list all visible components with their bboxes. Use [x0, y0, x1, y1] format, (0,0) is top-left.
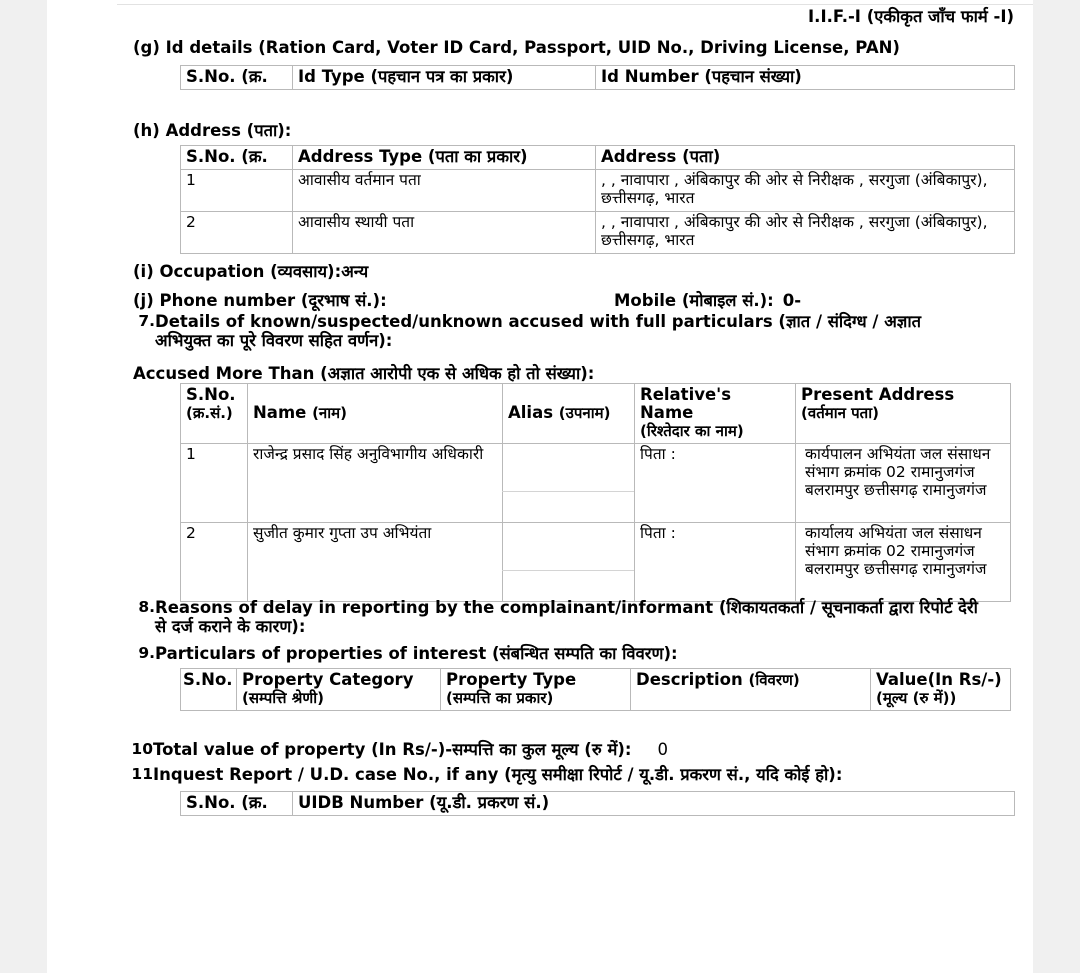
- document-title: I.I.F.-I (एकीकृत जाँच फार्म -I): [808, 7, 1014, 26]
- item-9-number: 9.: [138, 644, 155, 662]
- property-col-value-hi: (मूल्य (रु में)): [876, 689, 957, 708]
- table-row: [181, 523, 1011, 602]
- accused-table: [180, 383, 1011, 602]
- property-col-value-en: Value(In Rs/-): [876, 670, 1002, 689]
- item-8-heading: Reasons of delay in reporting by the complainant/informant (शिकायतकर्ता / सूचनाकर्ता द्वारा रिपोर्ट देरी से दर्ज कराने के कारण):: [155, 598, 978, 637]
- mobile-label: Mobile (मोबाइल सं.):: [614, 291, 774, 310]
- address-table: [180, 145, 1015, 254]
- item-10: [131, 740, 1011, 759]
- item-10-number: 10: [131, 740, 153, 758]
- table-header-row: [181, 669, 1011, 711]
- accused-col-sno-hi: (क्र.सं.): [186, 404, 233, 423]
- accused-col-address-en: Present Address: [801, 385, 955, 404]
- property-col-description-hi: (विवरण): [748, 671, 800, 689]
- item-10-label: Total value of property (In Rs/-)-सम्पत्ति का कुल मूल्य (रु में):: [153, 740, 632, 759]
- item-7-heading: Details of known/suspected/unknown accused with full particulars (ज्ञात / संदिग्ध / अज्ञात अभियुक्त का पूरे विवरण सहित वर्णन):: [155, 312, 922, 351]
- accused-col-alias-hi: (उपनाम): [558, 404, 611, 423]
- accused-col-name-en: Name: [253, 403, 307, 423]
- property-col-sno: [181, 669, 237, 711]
- accused-row-name: राजेन्द्र प्रसाद सिंह अनुविभागीय अधिकारी: [248, 444, 503, 523]
- address-col-sno: S.No. (क्र.: [181, 146, 293, 170]
- id-details-table: [180, 65, 1015, 90]
- item-9-heading: Particulars of properties of interest (संबन्धित सम्पति का विवरण):: [155, 644, 678, 663]
- section-h-heading: (h) Address (पता):: [133, 121, 292, 140]
- accused-row-sno: 2: [181, 523, 248, 602]
- accused-row-address: कार्यालय अभियंता जल संसाधन संभाग क्रमांक 02 रामानुजगंज बलरामपुर छत्तीसगढ़ रामानुजगंज: [796, 523, 1011, 602]
- address-row-sno: 1: [181, 170, 293, 212]
- accused-col-name: [248, 384, 503, 444]
- address-row-address: , , नावापारा , अंबिकापुर की ओर से निरीक्षक , सरगुजा (अंबिकापुर), छत्तीसगढ़, भारत: [596, 170, 1015, 212]
- accused-col-relative-hi: (रिश्तेदार का नाम): [640, 422, 744, 441]
- section-j-label: (j) Phone number (दूरभाष सं.):: [133, 291, 387, 310]
- address-row-address: , , नावापारा , अंबिकापुर की ओर से निरीक्षक , सरगुजा (अंबिकापुर), छत्तीसगढ़, भारत: [596, 212, 1015, 254]
- item-7: [133, 312, 963, 351]
- document-page: [47, 0, 1033, 973]
- table-row: [181, 444, 1011, 523]
- item-11: [131, 765, 1011, 784]
- accused-row-alias: [503, 523, 635, 602]
- table-row: [181, 212, 1015, 254]
- address-row-type: आवासीय स्थायी पता: [293, 212, 596, 254]
- property-col-description-en: Description: [636, 670, 743, 689]
- item-8-number: 8.: [138, 598, 155, 616]
- table-header-row: [181, 66, 1015, 90]
- property-col-sno-en: S.No.: [183, 670, 233, 689]
- item-11-number: 11: [131, 765, 153, 783]
- accused-col-address: [796, 384, 1011, 444]
- accused-row-alias: [503, 444, 635, 523]
- id-col-number: Id Number (पहचान संख्या): [596, 66, 1015, 90]
- section-i-row: [133, 259, 368, 282]
- table-row: [181, 170, 1015, 212]
- accused-row-name: सुजीत कुमार गुप्ता उप अभियंता: [248, 523, 503, 602]
- item-7-number: 7.: [138, 312, 155, 330]
- section-g-heading: (g) Id details (Ration Card, Voter ID Card, Passport, UID No., Driving License, PAN): [133, 38, 900, 57]
- property-col-category-hi: (सम्पत्ति श्रेणी): [242, 689, 324, 708]
- item-10-body: [153, 740, 1011, 759]
- accused-row-sno: 1: [181, 444, 248, 523]
- address-row-type: आवासीय वर्तमान पता: [293, 170, 596, 212]
- property-col-value: [871, 669, 1011, 711]
- property-col-category: [237, 669, 441, 711]
- accused-col-relative-en: Relative's Name: [640, 385, 732, 423]
- id-col-type: Id Type (पहचान पत्र का प्रकार): [293, 66, 596, 90]
- property-col-type-en: Property Type: [446, 670, 577, 689]
- address-col-address: Address (पता): [596, 146, 1015, 170]
- address-col-type: Address Type (पता का प्रकार): [293, 146, 596, 170]
- accused-row-address: कार्यपालन अभियंता जल संसाधन संभाग क्रमांक 02 रामानुजगंज बलरामपुर छत्तीसगढ़ रामानुजगंज: [796, 444, 1011, 523]
- accused-col-alias-en: Alias: [508, 403, 554, 423]
- table-header-row: [181, 146, 1015, 170]
- table-header-row: [181, 384, 1011, 444]
- property-table: [180, 668, 1011, 711]
- accused-col-name-hi: (नाम): [312, 404, 347, 423]
- mobile-value: 0-: [782, 291, 802, 310]
- table-header-row: [181, 792, 1015, 816]
- property-col-type-hi: (सम्पत्ति का प्रकार): [446, 689, 554, 708]
- property-col-description: [631, 669, 871, 711]
- accused-col-relative: [635, 384, 796, 444]
- address-row-sno: 2: [181, 212, 293, 254]
- occupation-value: अन्य: [341, 262, 369, 281]
- uidb-col-sno: S.No. (क्र.: [181, 792, 293, 816]
- accused-col-sno-en: S.No.: [186, 385, 236, 404]
- accused-col-sno: [181, 384, 248, 444]
- property-col-category-en: Property Category: [242, 670, 414, 689]
- occupation-label: (i) Occupation (व्यवसाय):: [133, 262, 342, 281]
- property-col-type: [441, 669, 631, 711]
- section-j-mobile: [614, 288, 801, 311]
- accused-row-relative: पिता :: [635, 444, 796, 523]
- accused-col-alias: [503, 384, 635, 444]
- accused-col-address-hi: (वर्तमान पता): [801, 404, 879, 423]
- item-9: [133, 644, 993, 663]
- id-col-sno: S.No. (क्र.: [181, 66, 293, 90]
- item-10-value: 0: [657, 740, 668, 759]
- accused-more-than-label: Accused More Than (अज्ञात आरोपी एक से अधिक हो तो संख्या):: [133, 364, 595, 383]
- uidb-col-number: UIDB Number (यू.डी. प्रकरण सं.): [293, 792, 1015, 816]
- uidb-table: [180, 791, 1015, 816]
- item-8: [133, 598, 993, 637]
- accused-row-relative: पिता :: [635, 523, 796, 602]
- item-11-label: Inquest Report / U.D. case No., if any (मृत्यु समीक्षा रिपोर्ट / यू.डी. प्रकरण सं., यदि कोई हो):: [153, 765, 843, 784]
